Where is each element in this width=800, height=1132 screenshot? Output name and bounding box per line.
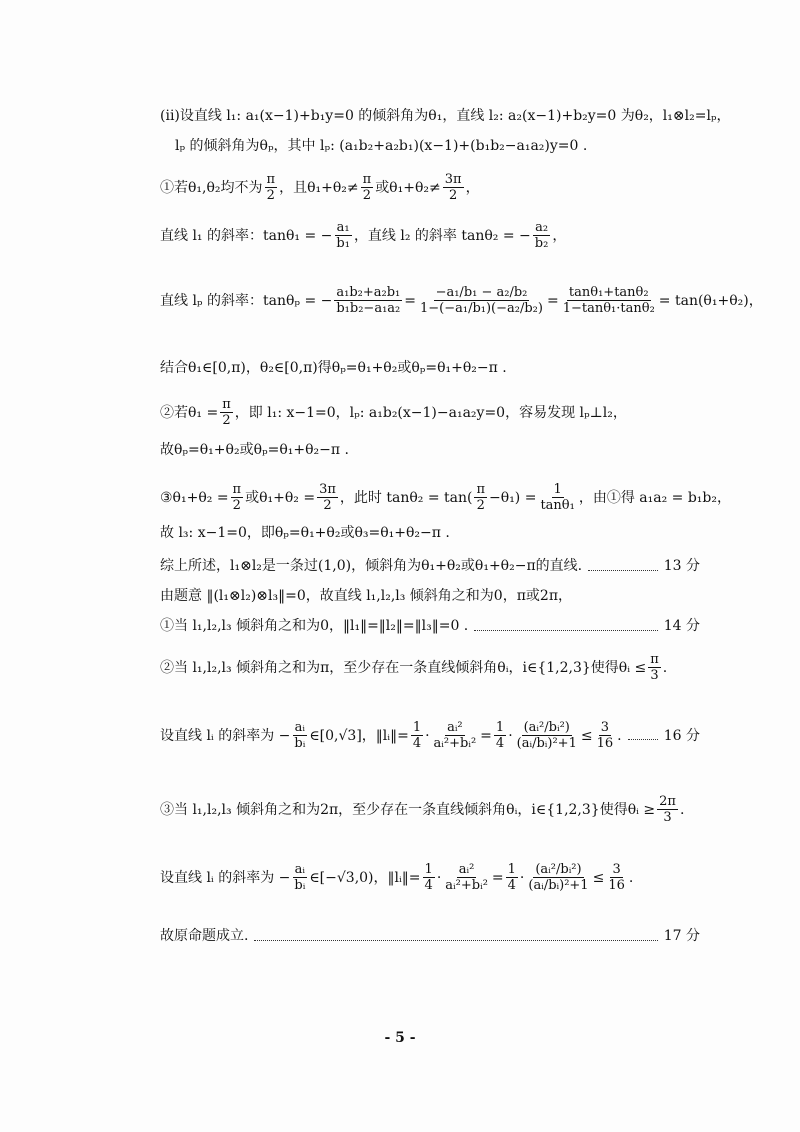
text: 故原命题成立. <box>160 928 249 944</box>
text: 直线 l₁ 的斜率：tanθ₁ = − <box>160 227 333 244</box>
text: 直线 lₚ 的斜率：tanθₚ = − <box>160 292 333 309</box>
text-line <box>160 926 700 946</box>
text-line <box>160 794 700 825</box>
text: ③θ₁+θ₂ = <box>160 489 229 506</box>
dotted-leader <box>254 932 657 941</box>
fraction: $\frac{1}{4}$ <box>495 720 505 751</box>
fraction: $\frac{2\pi}{3}$ <box>659 794 676 825</box>
text-line <box>160 106 731 126</box>
text: ②若θ₁ = <box>160 404 219 421</box>
fraction: $\frac{\pi}{2}$ <box>266 172 276 203</box>
text: ∈[0,√3]，‖lᵢ‖= <box>309 727 409 744</box>
text: ，即 l₁: x−1=0，lₚ: a₁b₂(x−1)−a₁a₂y=0，容易发现 lₚ⊥l₂， <box>234 404 627 421</box>
fraction: $\frac{\text{a₂}}{\text{b₂}}$ <box>534 220 549 251</box>
text: = tan(θ₁+θ₂)， <box>658 292 763 309</box>
fraction: $\frac{1}{4}$ <box>507 862 516 893</box>
fraction: $\frac{1}{4}$ <box>412 720 422 751</box>
fraction: $\frac{\text{−a₁/b₁ − a₂/b₂}}{\text{1−(−a₁/b₁)(−a₂/b₂)}}$ <box>419 285 543 316</box>
text: 故 l₃: x−1=0，即θₚ=θ₁+θ₂或θ₃=θ₁+θ₂−π . <box>160 525 450 541</box>
text: 由题意 ‖(l₁⊗l₂)⊗l₃‖=0，故直线 l₁,l₂,l₃ 倾斜角之和为0，π或2π， <box>160 588 573 604</box>
text: 设直线 lᵢ 的斜率为 − <box>160 869 291 886</box>
fraction: $\frac{\pi}{2}$ <box>232 482 242 513</box>
text-line <box>160 285 763 316</box>
text: 故θₚ=θ₁+θ₂或θₚ=θ₁+θ₂−π . <box>160 442 349 458</box>
fraction: $\frac{\pi}{2}$ <box>476 482 486 513</box>
score-label: 17 分 <box>663 928 700 944</box>
text: = <box>404 292 416 309</box>
fraction: $\frac{3}{16}$ <box>596 720 614 751</box>
fraction: $\frac{\text{aᵢ²}}{\text{aᵢ²+bᵢ²}}$ <box>445 862 488 893</box>
fraction: $\frac{\pi}{2}$ <box>362 172 372 203</box>
fraction: $\frac{3\pi}{2}$ <box>319 482 336 513</box>
fraction: $\frac{\text{tanθ₁+tanθ₂}}{\text{1−tanθ₁·tanθ₂}}$ <box>562 285 655 316</box>
fraction: $\frac{3\pi}{2}$ <box>444 172 462 203</box>
score-label: 13 分 <box>663 558 700 574</box>
text: ， <box>552 227 567 244</box>
text: ∈[−√3,0)，‖lᵢ‖= <box>309 869 421 886</box>
fraction: $\frac{\text{aᵢ}}{\text{bᵢ}}$ <box>294 720 306 751</box>
fraction: $\frac{\text{a₁}}{\text{b₁}}$ <box>336 220 350 251</box>
fraction: $\frac{3}{16}$ <box>608 862 625 893</box>
text: ，此时 tanθ₂ = tan( <box>339 489 473 506</box>
fraction: $\frac{\text{(aᵢ²/bᵢ²)}}{\text{(aᵢ/bᵢ)²+1}}$ <box>516 720 577 751</box>
text-line <box>160 556 700 576</box>
fraction: $\frac{\text{(aᵢ²/bᵢ²)}}{\text{(aᵢ/bᵢ)²+1}}$ <box>528 862 589 893</box>
dotted-leader <box>474 622 657 631</box>
dotted-leader <box>628 731 658 740</box>
text: ≤ <box>592 869 605 886</box>
page-number: - 5 - <box>384 1030 416 1046</box>
text: 或θ₁+θ₂≠ <box>375 179 441 196</box>
text-line: 设直线 lᵢ 的斜率为 − $\frac{\text{aᵢ}}{\text{bᵢ}}$ ∈[0,√3]，‖lᵢ‖= $\frac{1}{4}$ · $\frac{\text{aᵢ²}}{\text{aᵢ²+bᵢ²}}$ = $\frac{1}{4}$ · $\frac{\text{(aᵢ²/bᵢ²)}}{\text{(aᵢ/bᵢ)²+1}}$ ≤ $\frac{3}{16}$ . 16 分 <box>160 720 700 751</box>
text-line: 设直线 lᵢ 的斜率为 − $\frac{\text{aᵢ}}{\text{bᵢ}}$ ∈[−√3,0)，‖lᵢ‖= $\frac{1}{4}$ · $\frac{\text{aᵢ²}}{\text{aᵢ²+bᵢ²}}$ = $\frac{1}{4}$ · $\frac{\text{(aᵢ²/bᵢ²)}}{\text{(aᵢ/bᵢ)²+1}}$ ≤ $\frac{3}{16}$ . <box>160 862 634 893</box>
text: ②当 l₁,l₂,l₃ 倾斜角之和为π，至少存在一条直线倾斜角θᵢ，i∈{1,2,3}使得θᵢ ≤ <box>160 659 647 676</box>
text: ③当 l₁,l₂,l₃ 倾斜角之和为2π，至少存在一条直线倾斜角θᵢ，i∈{1,2,3}使得θᵢ ≥ <box>160 801 656 818</box>
text: ①当 l₁,l₂,l₃ 倾斜角之和为0，‖l₁‖=‖l₂‖=‖l₃‖=0 . <box>160 618 469 634</box>
text: ， <box>465 179 480 196</box>
fraction: $\frac{\text{aᵢ}}{\text{bᵢ}}$ <box>294 862 306 893</box>
fraction: $\frac{\text{a₁b₂+a₂b₁}}{\text{b₁b₂−a₁a₂}}$ <box>336 285 401 316</box>
text-line <box>175 136 715 156</box>
text-line <box>160 586 700 606</box>
text-line <box>160 652 700 683</box>
text: ，且θ₁+θ₂≠ <box>279 179 359 196</box>
text: ，由①得 a₁a₂ = b₁b₂， <box>578 489 731 506</box>
text-line <box>160 397 700 428</box>
fraction: $\frac{1}{4}$ <box>424 862 433 893</box>
text: . <box>617 727 622 744</box>
text: ≤ <box>580 727 593 744</box>
text: = <box>546 292 559 309</box>
text: 结合θ₁∈[0,π)，θ₂∈[0,π)得θₚ=θ₁+θ₂或θₚ=θ₁+θ₂−π . <box>160 360 507 376</box>
text: 或θ₁+θ₂ = <box>245 489 316 506</box>
text: 综上所述，l₁⊗l₂是一条过(1,0)，倾斜角为θ₁+θ₂或θ₁+θ₂−π的直线. <box>160 558 583 574</box>
text-line <box>160 172 700 203</box>
text: . <box>679 801 685 818</box>
text: 设直线 lᵢ 的斜率为 − <box>160 727 291 744</box>
text-line <box>160 220 700 251</box>
text-line <box>160 482 731 513</box>
text: ，直线 l₂ 的斜率 tanθ₂ = − <box>353 227 531 244</box>
text: . <box>662 659 668 676</box>
fraction: $\frac{\text{aᵢ²}}{\text{aᵢ²+bᵢ²}}$ <box>433 720 477 751</box>
fraction: $\frac{\pi}{2}$ <box>222 397 231 428</box>
fraction: $\frac{1}{\text{tanθ₁}}$ <box>540 482 575 513</box>
fraction: $\frac{\pi}{3}$ <box>650 652 659 683</box>
dotted-leader <box>588 562 658 571</box>
text-line <box>160 358 700 378</box>
text: ①若θ₁,θ₂均不为 <box>160 179 263 196</box>
score-label: 16 分 <box>663 727 700 744</box>
text-line <box>160 616 700 636</box>
text: −θ₁) = <box>489 489 537 506</box>
score-label: 14 分 <box>663 618 700 634</box>
text-line <box>160 440 700 460</box>
text: . <box>628 869 634 886</box>
text-line <box>160 523 700 543</box>
text: lₚ 的倾斜角为θₚ，其中 lₚ: (a₁b₂+a₂b₁)(x−1)+(b₁b₂−a₁a₂)y=0 . <box>175 138 588 154</box>
text: (ii)设直线 l₁: a₁(x−1)+b₁y=0 的倾斜角为θ₁，直线 l₂: a₂(x−1)+b₂y=0 为θ₂，l₁⊗l₂=lₚ， <box>160 108 731 124</box>
